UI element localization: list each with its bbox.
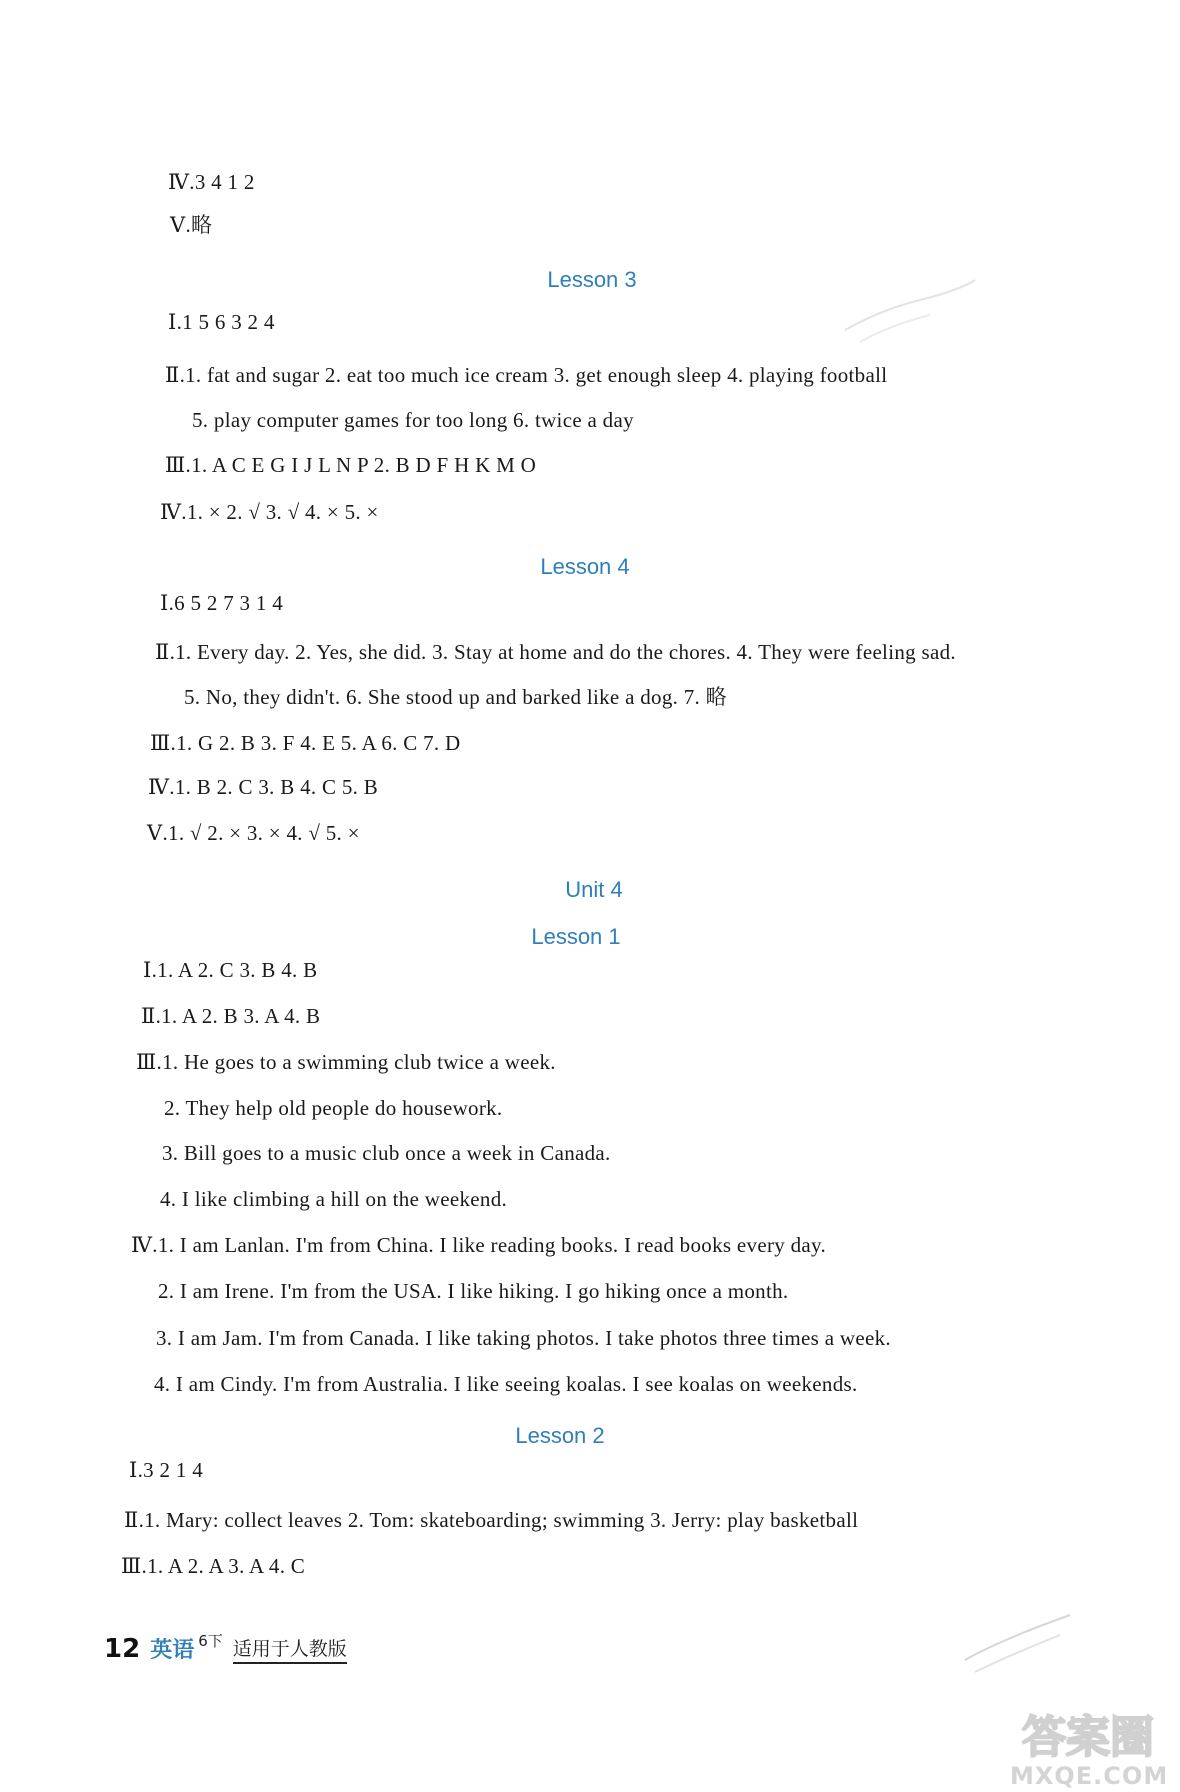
section-heading: Lesson 1 xyxy=(531,924,621,949)
watermark-logo-text: 答案圈 xyxy=(1022,1712,1154,1763)
answer-line: Ⅱ.1. Mary: collect leaves 2. Tom: skateboarding; swimming 3. Jerry: play basketball xyxy=(124,1508,859,1532)
answer-line: Ⅱ.1. fat and sugar 2. eat too much ice cream 3. get enough sleep 4. playing football xyxy=(165,363,888,387)
watermark-text: MXQE.COM xyxy=(1010,1762,1169,1790)
section-heading: Lesson 2 xyxy=(515,1423,605,1448)
answer-line: Ⅲ.1. G 2. B 3. F 4. E 5. A 6. C 7. D xyxy=(150,731,461,755)
answer-line: Ⅱ.1. Every day. 2. Yes, she did. 3. Stay at home and do the chores. 4. They were feeling sad. xyxy=(155,640,956,664)
answer-line: Ⅳ.3 4 1 2 xyxy=(168,170,255,194)
answer-line: 3. I am Jam. I'm from Canada. I like taking photos. I take photos three times a week. xyxy=(156,1326,891,1350)
scribble-mark-top xyxy=(840,270,980,350)
answer-line: Ⅱ.1. A 2. B 3. A 4. B xyxy=(141,1004,321,1028)
answer-line: Ⅲ.1. He goes to a swimming club twice a week. xyxy=(136,1050,556,1074)
answer-line: Ⅰ.6 5 2 7 3 1 4 xyxy=(160,591,284,615)
answer-line: 4. I am Cindy. I'm from Australia. I like seeing koalas. I see koalas on weekends. xyxy=(154,1372,858,1396)
answer-line: Ⅰ.1. A 2. C 3. B 4. B xyxy=(143,958,318,982)
answer-line: Ⅳ.1. × 2. √ 3. √ 4. × 5. × xyxy=(160,500,379,524)
answer-line: 2. I am Irene. I'm from the USA. I like hiking. I go hiking once a month. xyxy=(158,1279,789,1303)
answer-line: 5. No, they didn't. 6. She stood up and barked like a dog. 7. 略 xyxy=(184,685,727,709)
section-heading: Lesson 3 xyxy=(547,267,637,292)
scribble-mark-bottom xyxy=(960,1610,1080,1680)
answer-line: 2. They help old people do housework. xyxy=(164,1096,503,1120)
answer-line: 4. I like climbing a hill on the weekend. xyxy=(160,1187,508,1211)
edition-label: 适用于人教版 xyxy=(233,1634,347,1664)
subject-label: 英语 xyxy=(150,1638,195,1663)
answer-line: Ⅴ.1. √ 2. × 3. × 4. √ 5. × xyxy=(147,821,360,845)
answer-line: Ⅰ.3 2 1 4 xyxy=(129,1458,203,1482)
answer-line: Ⅳ.1. B 2. C 3. B 4. C 5. B xyxy=(148,775,379,799)
answer-line: Ⅲ.1. A 2. A 3. A 4. C xyxy=(121,1554,306,1578)
answer-line: 5. play computer games for too long 6. twice a day xyxy=(192,408,634,432)
page-footer xyxy=(104,1630,347,1664)
grade-label: 6下 xyxy=(198,1632,223,1650)
section-heading: Lesson 4 xyxy=(540,554,630,579)
answer-line: Ⅴ.略 xyxy=(170,213,213,237)
answer-line: Ⅰ.1 5 6 3 2 4 xyxy=(168,310,275,334)
answer-line: 3. Bill goes to a music club once a week in Canada. xyxy=(162,1141,611,1165)
page-number: 12 xyxy=(104,1634,141,1664)
section-heading: Unit 4 xyxy=(565,877,623,902)
answer-line: Ⅳ.1. I am Lanlan. I'm from China. I like reading books. I read books every day. xyxy=(131,1233,826,1257)
answer-line: Ⅲ.1. A C E G I J L N P 2. B D F H K M O xyxy=(165,453,537,477)
